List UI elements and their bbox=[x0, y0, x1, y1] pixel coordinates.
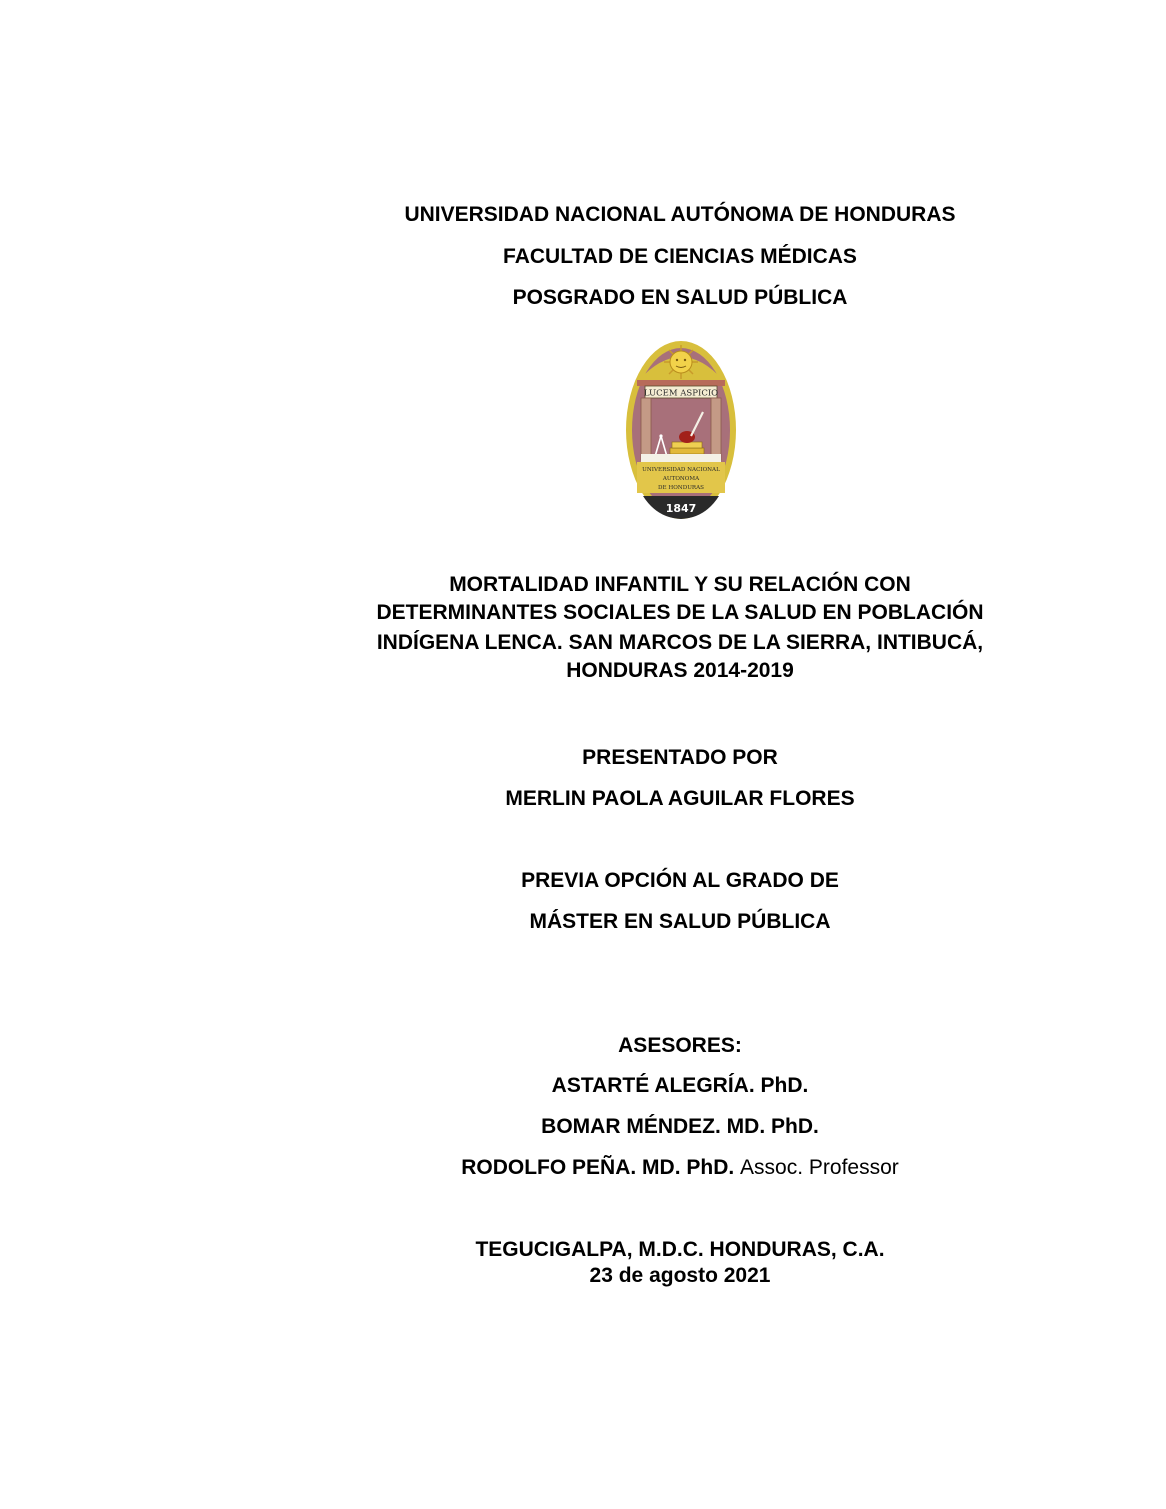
place-line: TEGUCIGALPA, M.D.C. HONDURAS, C.A. bbox=[475, 1238, 885, 1261]
seal-name-line-2: AUTONOMA bbox=[662, 476, 700, 482]
university-seal-logo bbox=[625, 340, 737, 520]
sun-icon bbox=[664, 345, 698, 379]
motto-text: LUCEM ASPICIO bbox=[643, 388, 719, 399]
thesis-title-line-2: DETERMINANTES SOCIALES DE LA SALUD EN POBLACIÓN bbox=[376, 601, 984, 624]
author-name: MERLIN PAOLA AGUILAR FLORES bbox=[505, 787, 855, 810]
advisors-label: ASESORES: bbox=[618, 1034, 742, 1057]
thesis-title-line-4: HONDURAS 2014-2019 bbox=[566, 659, 794, 682]
advisor-1: ASTARTÉ ALEGRÍA. PhD. bbox=[551, 1074, 809, 1097]
left-pillar bbox=[641, 398, 651, 460]
program-name: POSGRADO EN SALUD PÚBLICA bbox=[512, 286, 848, 309]
date-line: 23 de agosto 2021 bbox=[589, 1264, 771, 1287]
seal-name-line-3: DE HONDURAS bbox=[658, 485, 704, 491]
thesis-title-line-3: INDÍGENA LENCA. SAN MARCOS DE LA SIERRA, INTIBUCÁ, bbox=[376, 631, 984, 654]
advisor-3-name: RODOLFO PEÑA. MD. PhD. bbox=[461, 1156, 735, 1179]
degree-line-2: MÁSTER EN SALUD PÚBLICA bbox=[529, 910, 831, 933]
advisor-3-title: Assoc. Professor bbox=[740, 1156, 899, 1179]
faculty-name: FACULTAD DE CIENCIAS MÉDICAS bbox=[503, 245, 857, 268]
degree-line-1: PREVIA OPCIÓN AL GRADO DE bbox=[521, 869, 839, 892]
presented-by-label: PRESENTADO POR bbox=[582, 746, 778, 769]
seal-year: 1847 bbox=[665, 502, 697, 515]
university-name: UNIVERSIDAD NACIONAL AUTÓNOMA DE HONDURAS bbox=[404, 203, 956, 226]
advisor-2: BOMAR MÉNDEZ. MD. PhD. bbox=[541, 1115, 819, 1138]
altar-base bbox=[641, 454, 721, 462]
advisor-3 bbox=[0, 1156, 1166, 1180]
temple-architrave bbox=[637, 380, 725, 386]
thesis-title-line-1: MORTALIDAD INFANTIL Y SU RELACIÓN CON bbox=[449, 573, 911, 596]
right-pillar bbox=[711, 398, 721, 460]
seal-name-line-1: UNIVERSIDAD NACIONAL bbox=[642, 467, 720, 473]
